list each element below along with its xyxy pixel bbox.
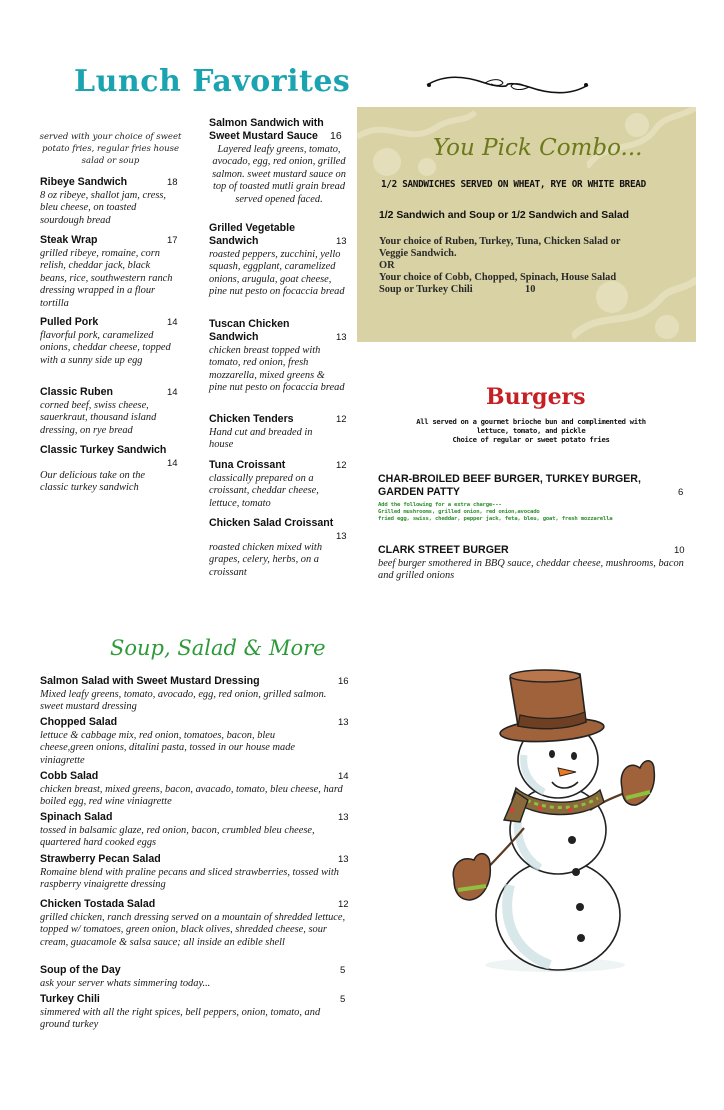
item-price: 12 <box>336 414 347 425</box>
menu-item-grilled-vegetable <box>209 222 351 299</box>
lunch-sides-note: served with your choice of sweet potato fries, regular fries house salad or soup <box>39 132 182 166</box>
item-price: 5 <box>340 965 346 976</box>
menu-item-strawberry-pecan-salad <box>40 853 348 892</box>
burgers-note <box>380 417 682 444</box>
item-price: 13 <box>338 812 349 823</box>
menu-item-salmon-salad <box>40 675 348 714</box>
item-price: 13 <box>336 531 347 542</box>
burgers-title: Burgers <box>486 384 586 410</box>
item-price: 18 <box>167 177 178 188</box>
item-name: Salmon Sandwich with Sweet Mustard Sauce <box>209 117 324 142</box>
item-name: Steak Wrap <box>40 234 98 246</box>
item-name: Tuscan Chicken Sandwich <box>209 318 290 343</box>
item-name: Ribeye Sandwich <box>40 176 128 188</box>
soup-salad-title: Soup, Salad & More <box>110 636 326 660</box>
item-description: Romaine blend with praline pecans and sliced strawberries, tossed with raspberry vinaigrette dressing <box>40 867 339 891</box>
item-name: Strawberry Pecan Salad <box>40 853 161 865</box>
item-description: chicken breast topped with tomato, red onion, fresh mozzarella, mixed greens & pine nut pesto on focaccia bread <box>209 345 345 394</box>
combo-price: 10 <box>525 284 536 295</box>
item-description: classically prepared on a croissant, cheddar cheese, lettuce, tomato <box>209 473 319 509</box>
burger-extras-line: Add the following for a extra charge--- <box>378 502 502 508</box>
menu-item-clark-street-burger <box>378 544 684 583</box>
item-description: Mixed leafy greens, tomato, avocado, egg, red onion, grilled salmon. sweet mustard dressing <box>40 689 327 713</box>
item-description: roasted peppers, zucchini, yello squash, eggplant, caramelized onions, arugula, goat cheese, pine nut pesto on focaccia bread <box>209 249 345 298</box>
item-name: Pulled Pork <box>40 316 99 328</box>
item-description: Hand cut and breaded in house <box>209 427 313 451</box>
item-name: Chicken Salad Croissant <box>209 517 334 529</box>
item-name: Chicken Tenders <box>209 413 294 425</box>
burger-extras <box>378 502 684 524</box>
item-description: grilled chicken, ranch dressing served on a mountain of shredded lettuce, topped w/ tomatoes, green onion, black olives, shredded cheese, sour cream, guacamole & salsa sauce; all inside an edible shell <box>40 912 346 948</box>
item-price: 16 <box>338 676 349 687</box>
menu-item-chicken-tostada-salad <box>40 898 348 949</box>
menu-item-soup-of-the-day <box>40 964 348 990</box>
menu-item-chopped-salad <box>40 716 348 767</box>
item-price: 12 <box>336 460 347 471</box>
burgers-note-line: Choice of regular or sweet potato fries <box>452 435 610 444</box>
item-price: 14 <box>338 771 349 782</box>
item-price: 13 <box>336 332 347 343</box>
menu-item-tuscan-chicken <box>209 318 351 395</box>
menu-item-classic-turkey <box>40 444 185 495</box>
item-price: 14 <box>167 458 178 469</box>
menu-item-chicken-tenders <box>209 413 351 452</box>
item-description: simmered with all the right spices, bell peppers, onion, tomato, and ground turkey <box>40 1007 321 1031</box>
combo-line: OR <box>379 260 395 271</box>
menu-item-tuna-croissant <box>209 459 351 510</box>
item-description: flavorful pork, caramelized onions, cheddar cheese, topped with a sunny side up egg <box>40 330 171 366</box>
item-price: 13 <box>338 854 349 865</box>
item-description: chicken breast, mixed greens, bacon, avacado, tomato, bleu cheese, hard boiled egg, red wine viniagrette <box>40 784 343 808</box>
item-name: Soup of the Day <box>40 964 121 976</box>
item-name: Turkey Chili <box>40 993 100 1005</box>
item-description: 8 oz ribeye, shallot jam, cress, bleu cheese, on toasted sourdough bread <box>40 190 167 226</box>
menu-item-pulled-pork <box>40 316 178 367</box>
item-name: Tuna Croissant <box>209 459 286 471</box>
burger-extras-line: fried egg, swiss, cheddar, pepper jack, feta, bleu, goat, fresh mozzarella <box>378 516 613 523</box>
item-description: grilled ribeye, romaine, corn relish, cheddar jack, black beans, rice, southwestern ranch dressing wrapped in a flour tortilla <box>40 248 173 309</box>
item-price: 17 <box>167 235 178 246</box>
combo-line: Your choice of Cobb, Chopped, Spinach, House Salad <box>379 272 617 283</box>
burgers-note-line: All served on a gourmet brioche bun and complimented with <box>416 417 646 426</box>
item-description: lettuce & cabbage mix, red onion, tomatoes, bacon, bleu cheese,green onions, ditalini pasta, tossed in our house made viniagrette <box>40 730 296 766</box>
menu-item-ribeye <box>40 176 178 227</box>
combo-line: Soup or Turkey Chili <box>379 284 473 295</box>
item-name: Cobb Salad <box>40 770 99 782</box>
item-price: 14 <box>167 317 178 328</box>
item-name: CHAR-BROILED BEEF BURGER, TURKEY BURGER, GARDEN PATTY <box>378 473 641 498</box>
combo-line: Your choice of Ruben, Turkey, Tuna, Chicken Salad or <box>379 236 621 247</box>
item-price: 10 <box>674 545 685 556</box>
lunch-title: Lunch Favorites <box>74 64 351 99</box>
item-name: CLARK STREET BURGER <box>378 544 509 556</box>
menu-item-steak-wrap <box>40 234 178 310</box>
item-price: 6 <box>678 487 684 498</box>
item-description: corned beef, swiss cheese, sauerkraut, thousand island dressing, on rye bread <box>40 400 157 436</box>
menu-item-spinach-salad <box>40 811 348 850</box>
item-price: 13 <box>336 236 347 247</box>
item-name: Spinach Salad <box>40 811 113 823</box>
item-price: 16 <box>330 130 342 142</box>
menu-item-salmon-sandwich <box>209 117 351 206</box>
burgers-note-line: lettuce, tomato, and pickle <box>476 426 586 435</box>
item-name: Chopped Salad <box>40 716 118 728</box>
menu-item-chicken-salad-croissant <box>209 517 351 579</box>
item-price: 14 <box>167 387 178 398</box>
item-description: tossed in balsamic glaze, red onion, bacon, crumbled bleu cheese, quartered hard cooked eggs <box>40 825 315 849</box>
combo-heading: 1/2 Sandwich and Soup or 1/2 Sandwich and Salad <box>379 210 630 221</box>
item-name: Salmon Salad with Sweet Mustard Dressing <box>40 675 260 687</box>
menu-item-cobb-salad <box>40 770 348 809</box>
burger-extras-line: Grilled mushrooms, grilled onion, red onion,avocado <box>378 509 540 516</box>
item-name: Grilled Vegetable Sandwich <box>209 222 295 247</box>
snowman-icon <box>440 660 665 980</box>
combo-panel <box>357 107 696 342</box>
item-name: Classic Ruben <box>40 386 114 398</box>
combo-line: Veggie Sandwich. <box>379 248 457 259</box>
item-description: Layered leafy greens, tomato, avocado, egg, red onion, grilled salmon. sweet mustard sauce on top of toasted mutli grain bread served opened faced. <box>212 144 346 205</box>
item-name: Classic Turkey Sandwich <box>40 444 167 456</box>
item-description: ask your server whats simmering today... <box>40 978 211 989</box>
combo-subtitle: 1/2 SANDWICHES SERVED ON WHEAT, RYE OR WHITE BREAD <box>381 179 646 190</box>
item-description: beef burger smothered in BBQ sauce, cheddar cheese, mushrooms, bacon and grilled onions <box>378 558 684 582</box>
item-name: Chicken Tostada Salad <box>40 898 156 910</box>
item-description: Our delicious take on the classic turkey sandwich <box>40 470 146 494</box>
menu-item-turkey-chili <box>40 993 348 1032</box>
combo-title: You Pick Combo... <box>433 135 643 161</box>
item-description: roasted chicken mixed with grapes, celery, herbs, on a croissant <box>209 542 323 578</box>
item-price: 5 <box>340 994 346 1005</box>
item-price: 13 <box>338 717 349 728</box>
menu-item-classic-ruben <box>40 386 178 437</box>
menu-item-burger <box>378 473 684 524</box>
decorative-flourish <box>425 74 590 96</box>
item-price: 12 <box>338 899 349 910</box>
